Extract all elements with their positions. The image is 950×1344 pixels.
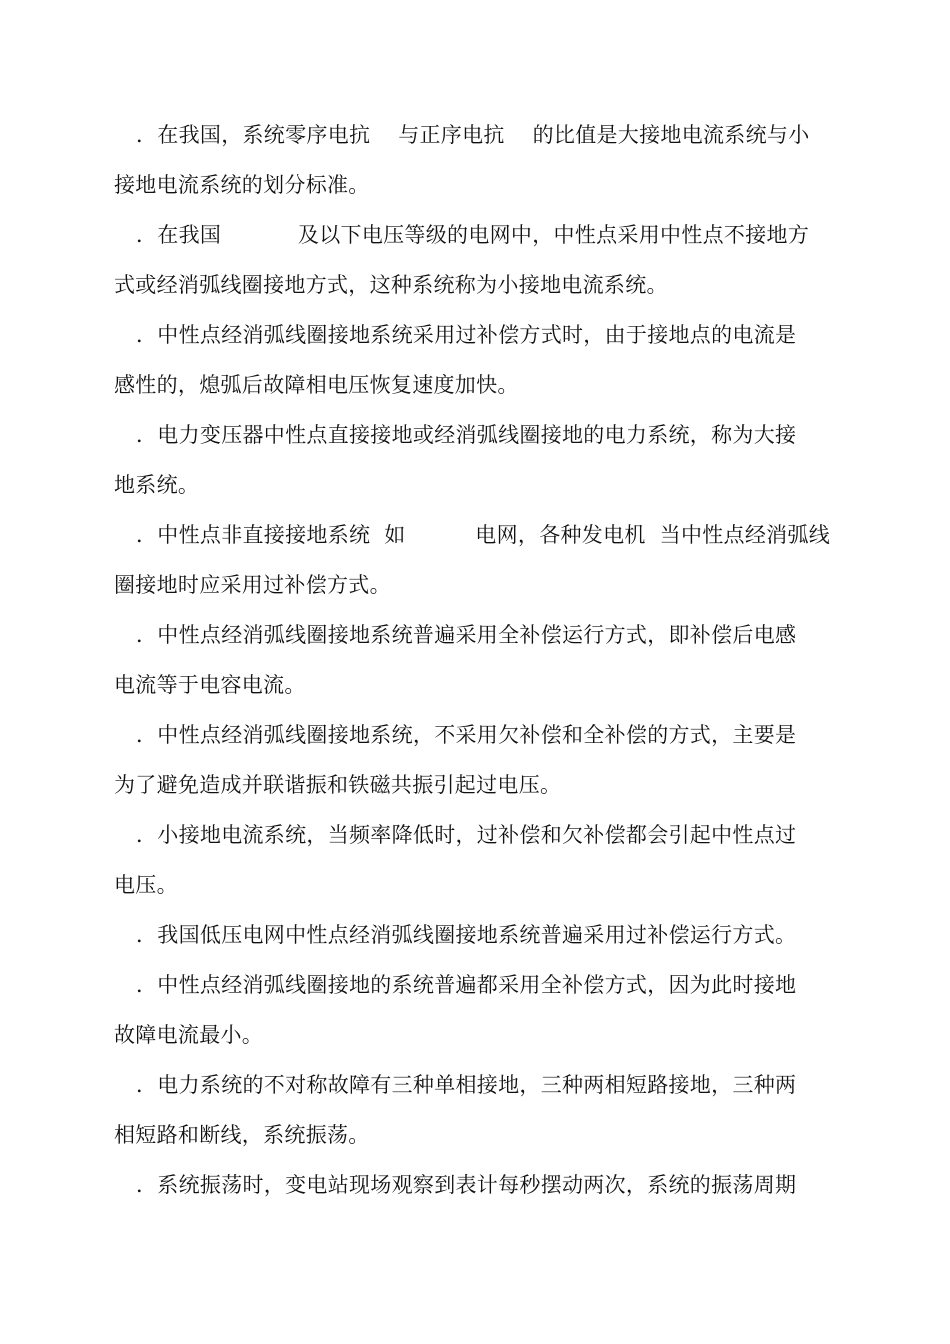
- item-3-line-1: ．中性点经消弧线圈接地系统采用过补偿方式时，由于接地点的电流是: [136, 323, 797, 347]
- item-11-line-1: ．电力系统的不对称故障有三种单相接地，三种两相短路接地，三种两: [136, 1073, 797, 1097]
- item-7-line-2: 为了避免造成并联谐振和铁磁共振引起过电压。: [114, 773, 562, 797]
- item-10-line-1: ．中性点经消弧线圈接地的系统普遍都采用全补偿方式，因为此时接地: [136, 973, 797, 997]
- item-2-line-1: ．在我国 及以下电压等级的电网中，中性点采用中性点不接地方: [136, 223, 810, 247]
- item-4-line-2: 地系统。: [114, 473, 200, 497]
- item-4-line-1: ．电力变压器中性点直接接地或经消弧线圈接地的电力系统，称为大接: [136, 423, 797, 447]
- item-12-line-1: ．系统振荡时，变电站现场观察到表计每秒摆动两次，系统的振荡周期: [136, 1173, 797, 1197]
- item-6-line-1: ．中性点经消弧线圈接地系统普遍采用全补偿运行方式，即补偿后电感: [136, 623, 797, 647]
- item-9-line-1: ．我国低压电网中性点经消弧线圈接地系统普遍采用过补偿运行方式。: [136, 923, 797, 947]
- item-6-line-2: 电流等于电容电流。: [114, 673, 306, 697]
- item-5-line-2: 圈接地时应采用过补偿方式。: [114, 573, 391, 597]
- item-8-line-2: 电压。: [114, 873, 178, 897]
- item-10-line-2: 故障电流最小。: [114, 1023, 264, 1047]
- item-11-line-2: 相短路和断线，系统振荡。: [114, 1123, 370, 1147]
- item-2-line-2: 式或经消弧线圈接地方式，这种系统称为小接地电流系统。: [114, 273, 668, 297]
- item-7-line-1: ．中性点经消弧线圈接地系统，不采用欠补偿和全补偿的方式，主要是: [136, 723, 797, 747]
- item-1-line-2: 接地电流系统的划分标准。: [114, 173, 370, 197]
- item-3-line-2: 感性的，熄弧后故障相电压恢复速度加快。: [114, 373, 519, 397]
- item-5-line-1: ．中性点非直接接地系统 如 电网，各种发电机 当中性点经消弧线: [136, 523, 831, 547]
- item-8-line-1: ．小接地电流系统，当频率降低时，过补偿和欠补偿都会引起中性点过: [136, 823, 797, 847]
- item-1-line-1: ．在我国，系统零序电抗 与正序电抗 的比值是大接地电流系统与小: [136, 123, 810, 147]
